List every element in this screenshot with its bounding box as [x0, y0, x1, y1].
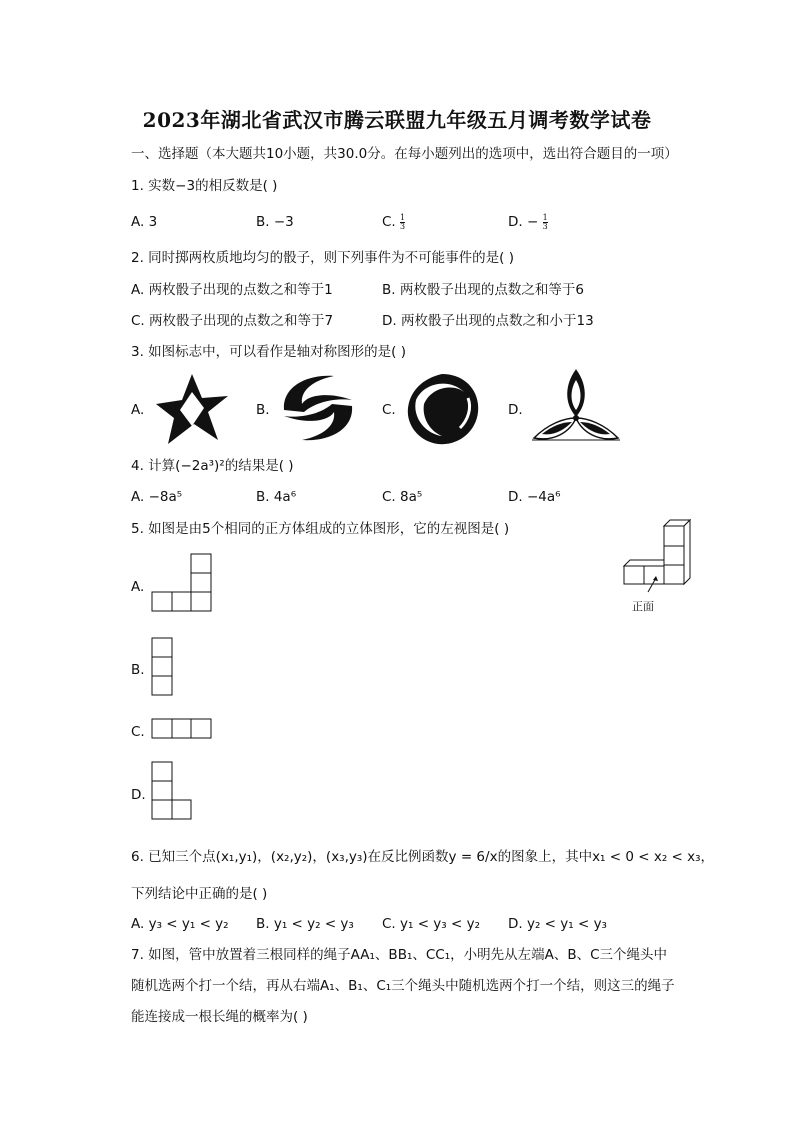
q1-option-b[interactable]: B. −3	[256, 214, 294, 230]
q4-option-b[interactable]: B. 4a⁶	[256, 489, 297, 505]
q2-option-a[interactable]: A. 两枚骰子出现的点数之和等于1	[131, 282, 333, 298]
q6-option-b[interactable]: B. y₁ < y₂ < y₃	[256, 916, 354, 932]
q6-option-c[interactable]: C. y₁ < y₃ < y₂	[382, 916, 481, 932]
q5-b-view-figure	[151, 637, 173, 697]
q4-option-a[interactable]: A. −8a⁵	[131, 489, 183, 505]
q5-d-view-figure	[151, 761, 193, 821]
q6-option-a[interactable]: A. y₃ < y₁ < y₂	[131, 916, 229, 932]
q1-option-a[interactable]: A. 3	[131, 214, 158, 230]
q1-c-label: C.	[382, 214, 396, 230]
q5-option-d[interactable]: D.	[131, 787, 146, 803]
q4-option-c[interactable]: C. 8a⁵	[382, 489, 423, 505]
page-title: 2023年湖北省武汉市腾云联盟九年级五月调考数学试卷	[142, 108, 652, 132]
q1-option-d[interactable]	[508, 213, 548, 231]
q1-c-fraction: $\frac{1}{3}$	[400, 212, 406, 231]
logo-d-petals-icon	[530, 368, 622, 448]
question-6-stem-line1: 6. 已知三个点(x₁,y₁)，(x₂,y₂)，(x₃,y₃)在反比例函数y = 6/x的图象上，其中x₁ < 0 < x₂ < x₃，	[131, 849, 715, 865]
q5-option-c[interactable]: C.	[131, 724, 145, 740]
q5-cube-figure	[622, 518, 698, 590]
q2-option-b[interactable]: B. 两枚骰子出现的点数之和等于6	[382, 282, 584, 298]
question-7-line1: 7. 如图，管中放置着三根同样的绳子AA₁、BB₁、CC₁，小明先从左端A、B、C三个绳头中	[131, 947, 668, 963]
question-5-stem: 5. 如图是由5个相同的正方体组成的立体图形，它的左视图是( )	[131, 521, 510, 537]
q5-option-b[interactable]: B.	[131, 662, 145, 678]
question-6-stem-line2: 下列结论中正确的是( )	[131, 886, 268, 902]
q5-option-a[interactable]: A.	[131, 579, 145, 595]
question-7-line2: 随机选两个打一个结，再从右端A₁、B₁、C₁三个绳头中随机选两个打一个结，则这三的绳子	[131, 978, 675, 994]
question-2-stem: 2. 同时掷两枚质地均匀的骰子，则下列事件为不可能事件的是( )	[131, 250, 514, 266]
q1-d-label: D. −	[508, 214, 539, 230]
q6-option-d[interactable]: D. y₂ < y₁ < y₃	[508, 916, 607, 932]
section-heading: 一、选择题（本大题共10小题，共30.0分。在每小题列出的选项中，选出符合题目的一项）	[131, 146, 678, 162]
q2-option-d[interactable]: D. 两枚骰子出现的点数之和小于13	[382, 313, 594, 329]
logo-b-crescents-icon	[278, 372, 358, 444]
question-3-stem: 3. 如图标志中，可以看作是轴对称图形的是( )	[131, 344, 406, 360]
q2-option-c[interactable]: C. 两枚骰子出现的点数之和等于7	[131, 313, 334, 329]
front-view-label: 正面	[632, 600, 654, 613]
q5-a-view-figure	[151, 553, 213, 613]
q1-option-c[interactable]	[382, 213, 405, 231]
q3-option-d[interactable]: D.	[508, 402, 523, 418]
q5-c-view-figure	[151, 718, 213, 740]
q1-d-fraction: $\frac{1}{3}$	[542, 212, 548, 231]
question-7-line3: 能连接成一根长绳的概率为( )	[131, 1009, 308, 1025]
question-4-stem: 4. 计算(−2a³)²的结果是( )	[131, 458, 294, 474]
q4-option-d[interactable]: D. −4a⁶	[508, 489, 561, 505]
question-1-stem: 1. 实数−3的相反数是( )	[131, 178, 278, 194]
q3-option-a[interactable]: A.	[131, 402, 145, 418]
q3-option-b[interactable]: B.	[256, 402, 270, 418]
logo-c-swirl-circle-icon	[402, 370, 482, 448]
logo-a-pinwheel-icon	[152, 370, 232, 448]
q3-option-c[interactable]: C.	[382, 402, 396, 418]
